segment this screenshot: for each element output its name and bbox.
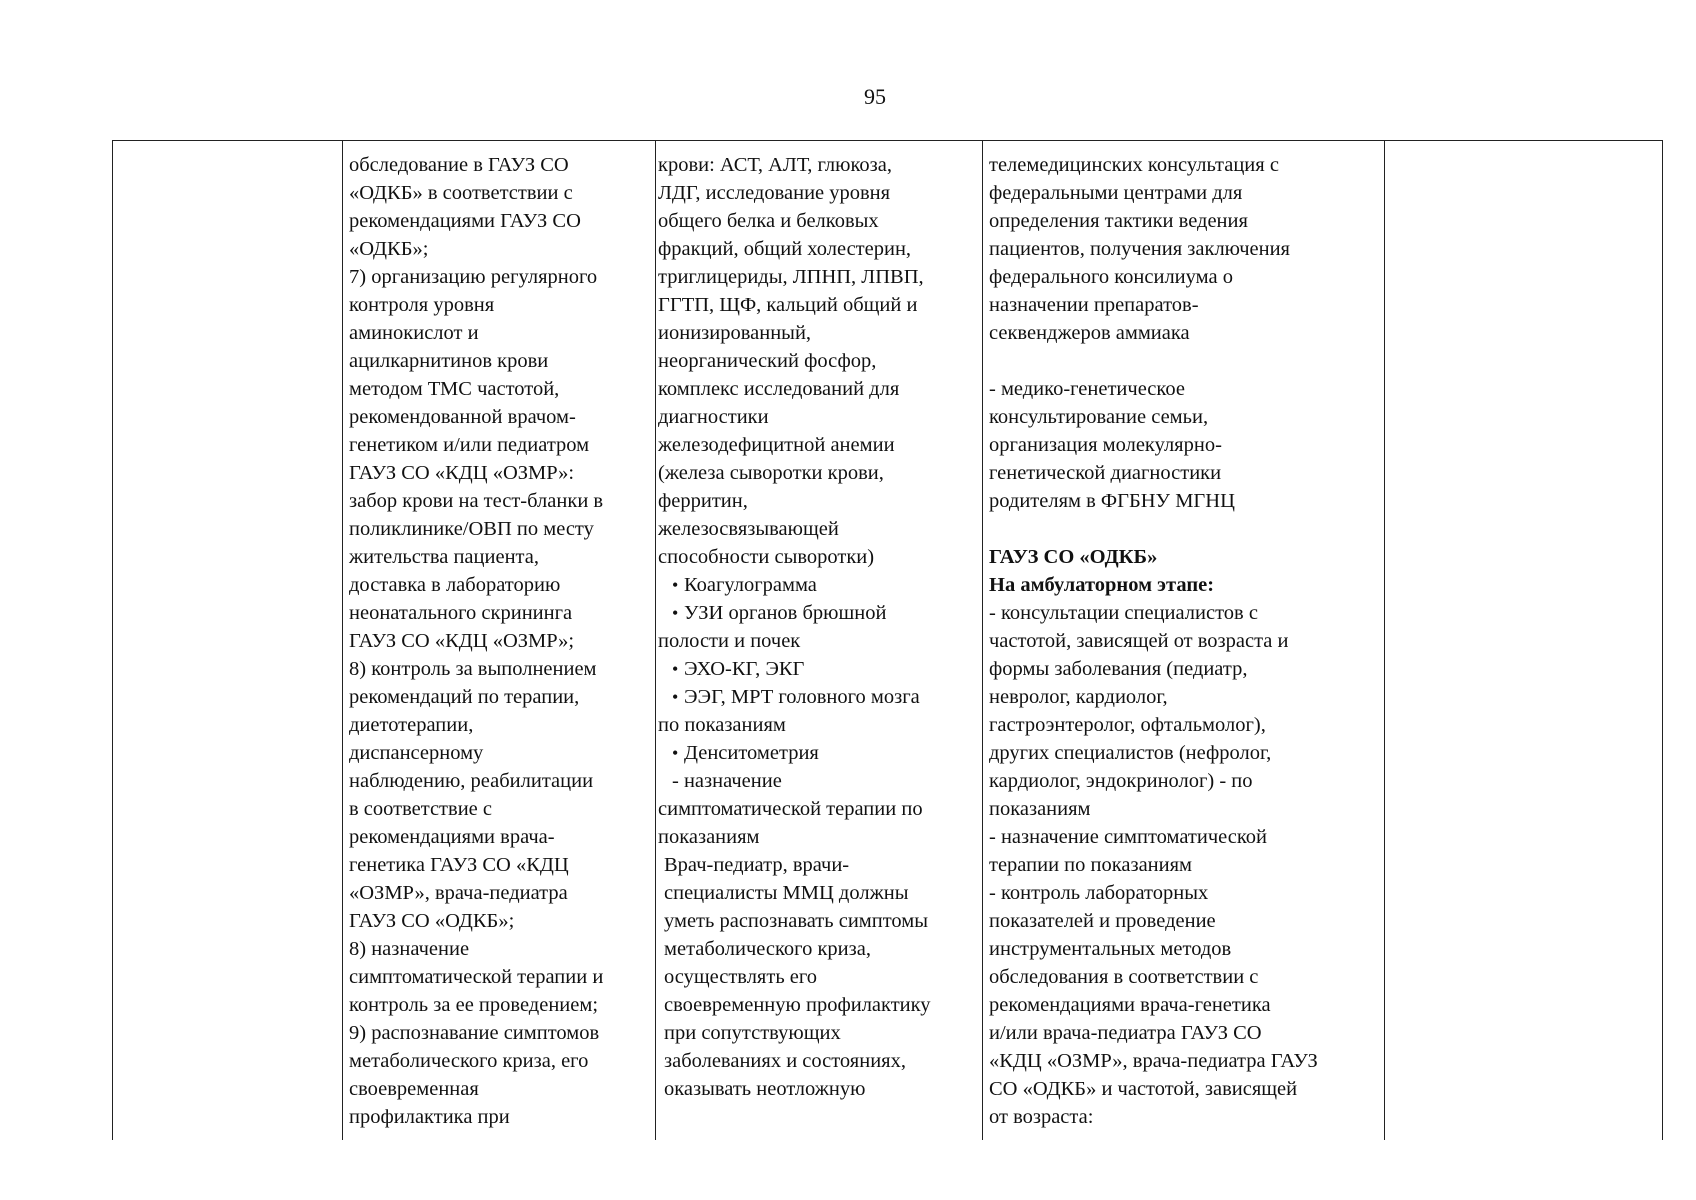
text-line: ГГТП, ЩФ, кальций общий и	[658, 294, 918, 316]
bullet-item	[658, 655, 982, 683]
text-line: поликлинике/ОВП по месту	[349, 518, 594, 540]
column-4-telemedicine-text	[989, 151, 1384, 347]
text-line: «ОДКБ» в соответствии с	[349, 182, 573, 204]
text-line: федеральными центрами для	[989, 182, 1243, 204]
text-line: от возраста:	[989, 1106, 1094, 1128]
text-line: - консультации специалистов с	[989, 602, 1258, 624]
text-line: оказывать неотложную	[664, 1078, 866, 1100]
text-line: при сопутствующих	[664, 1022, 841, 1044]
column-3-lab-tests-text	[658, 151, 982, 571]
text-line: кардиолог, эндокринолог) - по	[989, 770, 1253, 792]
text-line: своевременную профилактику	[664, 994, 931, 1016]
text-line: обследования в соответствии с	[989, 966, 1259, 988]
text-line: генетиком и/или педиатром	[349, 434, 590, 456]
column-3-crisis-text	[658, 851, 982, 1103]
text-line: комплекс исследований для	[658, 378, 900, 400]
text-line: инструментальных методов	[989, 938, 1232, 960]
text-line: неонатального скрининга	[349, 602, 573, 624]
text-line: и/или врача-педиатра ГАУЗ СО	[989, 1022, 1262, 1044]
text-line: секвенджеров аммиака	[989, 322, 1190, 344]
text-line: триглицериды, ЛПНП, ЛПВП,	[658, 266, 924, 288]
text-line: консультирование семьи,	[989, 406, 1209, 428]
column-3-therapy-text	[658, 795, 982, 851]
text-line: уметь распознавать симптомы	[664, 910, 929, 932]
bullet-dot: •	[672, 603, 679, 623]
table-column-2	[342, 141, 655, 1140]
text-line: контроль за ее проведением;	[349, 994, 599, 1016]
text-line: неорганический фосфор,	[658, 350, 877, 372]
text-line: 8) назначение	[349, 938, 470, 960]
bullet-text: Коагулограмма	[684, 574, 817, 596]
text-line: заболеваниях и состояниях,	[664, 1050, 906, 1072]
text-line: организация молекулярно-	[989, 434, 1222, 456]
text-line: общего белка и белковых	[658, 210, 879, 232]
bullet-item	[658, 571, 982, 599]
bullet-item	[658, 739, 982, 767]
text-line: ферритин,	[658, 490, 748, 512]
bullet-continuation: по показаниям	[658, 714, 786, 736]
section-subheading: На амбулаторном этапе:	[989, 574, 1215, 596]
text-line: рекомендациями ГАУЗ СО	[349, 210, 581, 232]
page-number: 95	[864, 84, 886, 109]
text-line: осуществлять его	[664, 966, 818, 988]
text-line: СО «ОДКБ» и частотой, зависящей	[989, 1078, 1298, 1100]
text-line: невролог, кардиолог,	[989, 686, 1168, 708]
text-line: - назначение симптоматической	[989, 826, 1267, 848]
bullet-dot: •	[672, 743, 679, 763]
text-line: ГАУЗ СО «КДЦ «ОЗМР»;	[349, 630, 575, 652]
text-line: - контроль лабораторных	[989, 882, 1209, 904]
text-line: диетотерапии,	[349, 714, 474, 736]
table-column-5	[1384, 141, 1664, 1140]
text-line: гастроэнтеролог, офтальмолог),	[989, 714, 1266, 736]
text-line: рекомендаций по терапии,	[349, 686, 580, 708]
bullet-text: УЗИ органов брюшной	[684, 602, 887, 624]
text-line: жительства пациента,	[349, 546, 539, 568]
table-column-4	[982, 141, 1384, 1140]
text-line: родителям в ФГБНУ МГНЦ	[989, 490, 1235, 512]
text-line: методом ТМС частотой,	[349, 378, 560, 400]
column-2-text	[349, 151, 655, 1131]
text-line: метаболического криза, его	[349, 1050, 589, 1072]
text-line: диспансерному	[349, 742, 484, 764]
text-line: фракций, общий холестерин,	[658, 238, 912, 260]
text-line: «КДЦ «ОЗМР», врача-педиатра ГАУЗ	[989, 1050, 1318, 1072]
text-line: формы заболевания (педиатр,	[989, 658, 1248, 680]
text-line: определения тактики ведения	[989, 210, 1248, 232]
text-line: 9) распознавание симптомов	[349, 1022, 600, 1044]
paragraph-gap	[989, 347, 1384, 375]
text-line: забор крови на тест-бланки в	[349, 490, 604, 512]
text-line: аминокислот и	[349, 322, 479, 344]
table-column-3	[655, 141, 982, 1140]
text-line: «ОДКБ»;	[349, 238, 429, 260]
text-line: телемедицинских консультация с	[989, 154, 1279, 176]
text-line: ГАУЗ СО «КДЦ «ОЗМР»:	[349, 462, 575, 484]
text-line: терапии по показаниям	[989, 854, 1193, 876]
dash-item: - назначение	[672, 770, 782, 792]
text-line: наблюдению, реабилитации	[349, 770, 594, 792]
bullet-text: ЭХО-КГ, ЭКГ	[684, 658, 805, 680]
text-line: симптоматической терапии по	[658, 798, 923, 820]
text-line: контроля уровня	[349, 294, 495, 316]
text-line: способности сыворотки)	[658, 546, 875, 568]
text-line: других специалистов (нефролог,	[989, 742, 1272, 764]
text-line: рекомендациями врача-генетика	[989, 994, 1271, 1016]
bullet-item	[658, 683, 982, 711]
text-line: крови: АСТ, АЛТ, глюкоза,	[658, 154, 892, 176]
text-line: железодефицитной анемии	[658, 434, 895, 456]
text-line: «ОЗМР», врача-педиатра	[349, 882, 568, 904]
text-line: рекомендованной врачом-	[349, 406, 576, 428]
text-line: генетика ГАУЗ СО «КДЦ	[349, 854, 569, 876]
text-line: ГАУЗ СО «ОДКБ»;	[349, 910, 515, 932]
text-line: метаболического криза,	[664, 938, 871, 960]
table-column-1	[113, 141, 342, 1140]
text-line: в соответствие с	[349, 798, 492, 820]
text-line: ЛДГ, исследование уровня	[658, 182, 891, 204]
text-line: показаниям	[658, 826, 760, 848]
text-line: специалисты ММЦ должны	[664, 882, 909, 904]
bullet-dot: •	[672, 687, 679, 707]
text-line: федерального консилиума о	[989, 266, 1233, 288]
text-line: ацилкарнитинов крови	[349, 350, 549, 372]
paragraph-gap	[989, 515, 1384, 543]
text-line: (железа сыворотки крови,	[658, 462, 884, 484]
text-line: обследование в ГАУЗ СО	[349, 154, 569, 176]
text-line: рекомендациями врача-	[349, 826, 555, 848]
text-line: показателей и проведение	[989, 910, 1216, 932]
text-line: назначении препаратов-	[989, 294, 1199, 316]
bullet-dot: •	[672, 575, 679, 595]
text-line: 8) контроль за выполнением	[349, 658, 597, 680]
column-4-outpatient-text	[989, 599, 1384, 1131]
text-line: генетической диагностики	[989, 462, 1222, 484]
bullet-dot: •	[672, 659, 679, 679]
text-line: показаниям	[989, 798, 1091, 820]
bullet-item	[658, 599, 982, 627]
text-line: Врач-педиатр, врачи-	[664, 854, 850, 876]
bullet-text: ЭЭГ, МРТ головного мозга	[684, 686, 920, 708]
bullet-continuation: полости и почек	[658, 630, 801, 652]
text-line: диагностики	[658, 406, 769, 428]
text-line: своевременная	[349, 1078, 479, 1100]
column-4-genetic-text	[989, 375, 1384, 515]
text-line: симптоматической терапии и	[349, 966, 604, 988]
text-line: пациентов, получения заключения	[989, 238, 1290, 260]
text-line: профилактика при	[349, 1106, 510, 1128]
text-line: ионизированный,	[658, 322, 812, 344]
bullet-text: Денситометрия	[684, 742, 819, 764]
text-line: 7) организацию регулярного	[349, 266, 598, 288]
section-heading: ГАУЗ СО «ОДКБ»	[989, 546, 1158, 568]
document-table	[112, 140, 1663, 1140]
text-line: - медико-генетическое	[989, 378, 1185, 400]
text-line: доставка в лабораторию	[349, 574, 561, 596]
text-line: железосвязывающей	[658, 518, 839, 540]
text-line: частотой, зависящей от возраста и	[989, 630, 1289, 652]
